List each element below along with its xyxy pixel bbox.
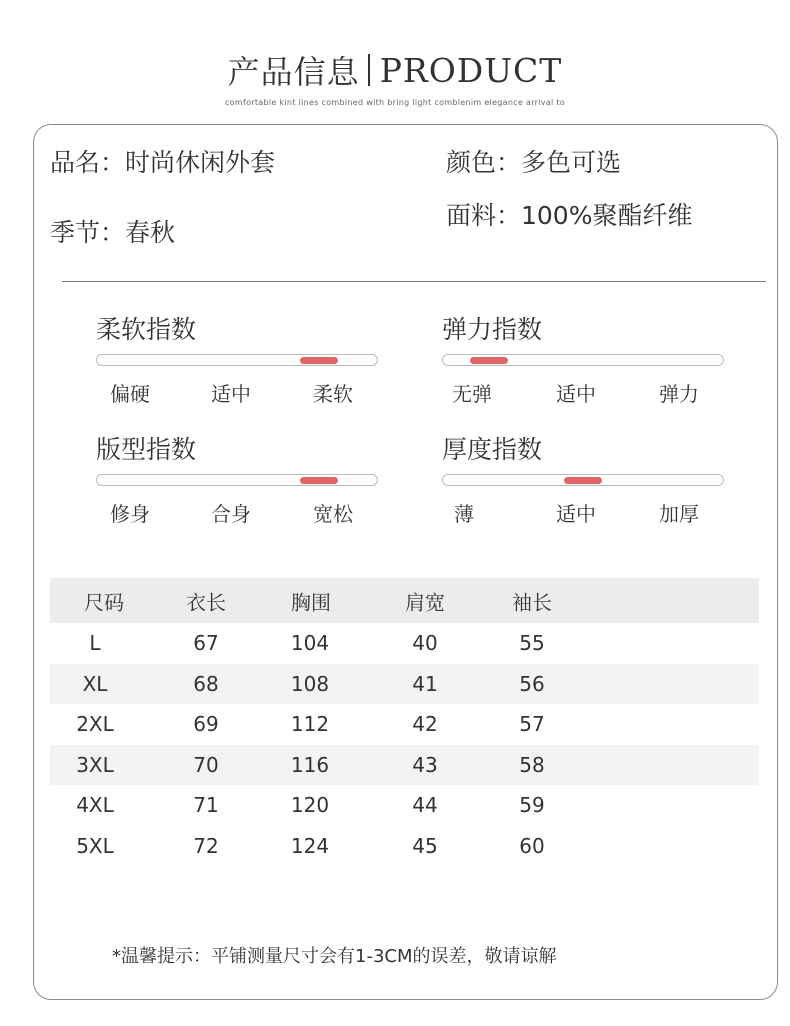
- title-chinese: 产品信息: [227, 53, 360, 91]
- table-row: [50, 826, 759, 867]
- gauge-track: [442, 354, 724, 366]
- gauge-title: 弹力指数: [442, 315, 543, 344]
- header-cell-sleeve: 袖长: [512, 590, 552, 614]
- table-cell: 5XL: [76, 833, 114, 858]
- header-cell-size: 尺码: [84, 590, 124, 614]
- measurement-note: *温馨提示：平铺测量尺寸会有1-3CM的误差，敬请谅解: [112, 946, 557, 967]
- table-cell: 58: [519, 752, 545, 777]
- header-title: [0, 44, 790, 96]
- table-cell: 116: [290, 752, 330, 777]
- table-cell: 112: [290, 712, 330, 737]
- product-name: 品名：时尚休闲外套: [50, 148, 276, 177]
- header-subtitle: comfortable kint lines combined with bring light comblenim elegance arrival to: [224, 98, 566, 107]
- gauge-label-mid: 适中: [556, 502, 596, 526]
- gauge-label-mid: 合身: [211, 502, 251, 526]
- table-cell: 55: [519, 631, 545, 656]
- gauge-label-low: 无弹: [452, 382, 492, 406]
- table-cell: 41: [412, 671, 438, 696]
- table-cell: 56: [519, 671, 545, 696]
- table-cell: 3XL: [76, 752, 114, 777]
- table-cell: 70: [193, 752, 219, 777]
- softness-gauge: [96, 314, 378, 408]
- header-cell-chest: 胸围: [291, 590, 331, 614]
- table-cell: 40: [412, 631, 438, 656]
- table-row: [50, 745, 759, 786]
- table-row: [50, 664, 759, 705]
- gauge-label-high: 加厚: [659, 502, 699, 526]
- gauge-label-low: 修身: [110, 502, 150, 526]
- product-fabric: 面料：100%聚酯纤维: [446, 201, 693, 230]
- table-header-row: [50, 578, 759, 623]
- section-divider: [62, 281, 766, 282]
- gauge-label-low: 偏硬: [110, 382, 150, 406]
- title-separator: [368, 54, 370, 86]
- table-row: [50, 623, 759, 664]
- table-cell: 60: [519, 833, 545, 858]
- table-cell: XL: [82, 671, 108, 696]
- table-cell: 42: [412, 712, 438, 737]
- gauge-title: 版型指数: [96, 435, 197, 464]
- table-cell: 124: [290, 833, 330, 858]
- gauge-title: 厚度指数: [442, 435, 543, 464]
- title-english: PRODUCT: [379, 50, 563, 90]
- table-cell: 108: [290, 671, 330, 696]
- gauge-track: [442, 474, 724, 486]
- gauge-label-mid: 适中: [211, 382, 251, 406]
- table-cell: 4XL: [76, 793, 114, 818]
- gauge-marker: [300, 357, 338, 364]
- table-cell: 59: [519, 793, 545, 818]
- header-cell-shoulder: 肩宽: [405, 590, 445, 614]
- table-cell: L: [89, 631, 101, 656]
- table-cell: 45: [412, 833, 438, 858]
- gauge-track: [96, 354, 378, 366]
- gauge-label-high: 柔软: [313, 382, 353, 406]
- product-season: 季节：春秋: [50, 218, 176, 247]
- gauge-label-high: 弹力: [659, 382, 699, 406]
- gauge-title: 柔软指数: [96, 315, 197, 344]
- table-cell: 72: [193, 833, 219, 858]
- header-cell-length: 衣长: [186, 590, 226, 614]
- gauge-marker: [564, 477, 602, 484]
- gauge-marker: [470, 357, 508, 364]
- table-cell: 2XL: [76, 712, 114, 737]
- size-table: [50, 578, 759, 866]
- table-cell: 71: [193, 793, 219, 818]
- table-cell: 67: [193, 631, 219, 656]
- table-cell: 57: [519, 712, 545, 737]
- gauge-label-low: 薄: [454, 502, 474, 526]
- gauge-marker: [300, 477, 338, 484]
- table-cell: 69: [193, 712, 219, 737]
- table-cell: 43: [412, 752, 438, 777]
- page-header: [0, 44, 790, 107]
- fit-gauge: [96, 434, 378, 528]
- product-color: 颜色：多色可选: [446, 148, 622, 177]
- elasticity-gauge: [442, 314, 724, 408]
- table-row: [50, 704, 759, 745]
- table-cell: 44: [412, 793, 438, 818]
- thickness-gauge: [442, 434, 724, 528]
- table-row: [50, 785, 759, 826]
- table-cell: 104: [290, 631, 330, 656]
- product-info-card: [33, 124, 778, 1000]
- gauge-label-high: 宽松: [313, 502, 353, 526]
- gauge-track: [96, 474, 378, 486]
- gauge-label-mid: 适中: [556, 382, 596, 406]
- table-cell: 120: [290, 793, 330, 818]
- table-cell: 68: [193, 671, 219, 696]
